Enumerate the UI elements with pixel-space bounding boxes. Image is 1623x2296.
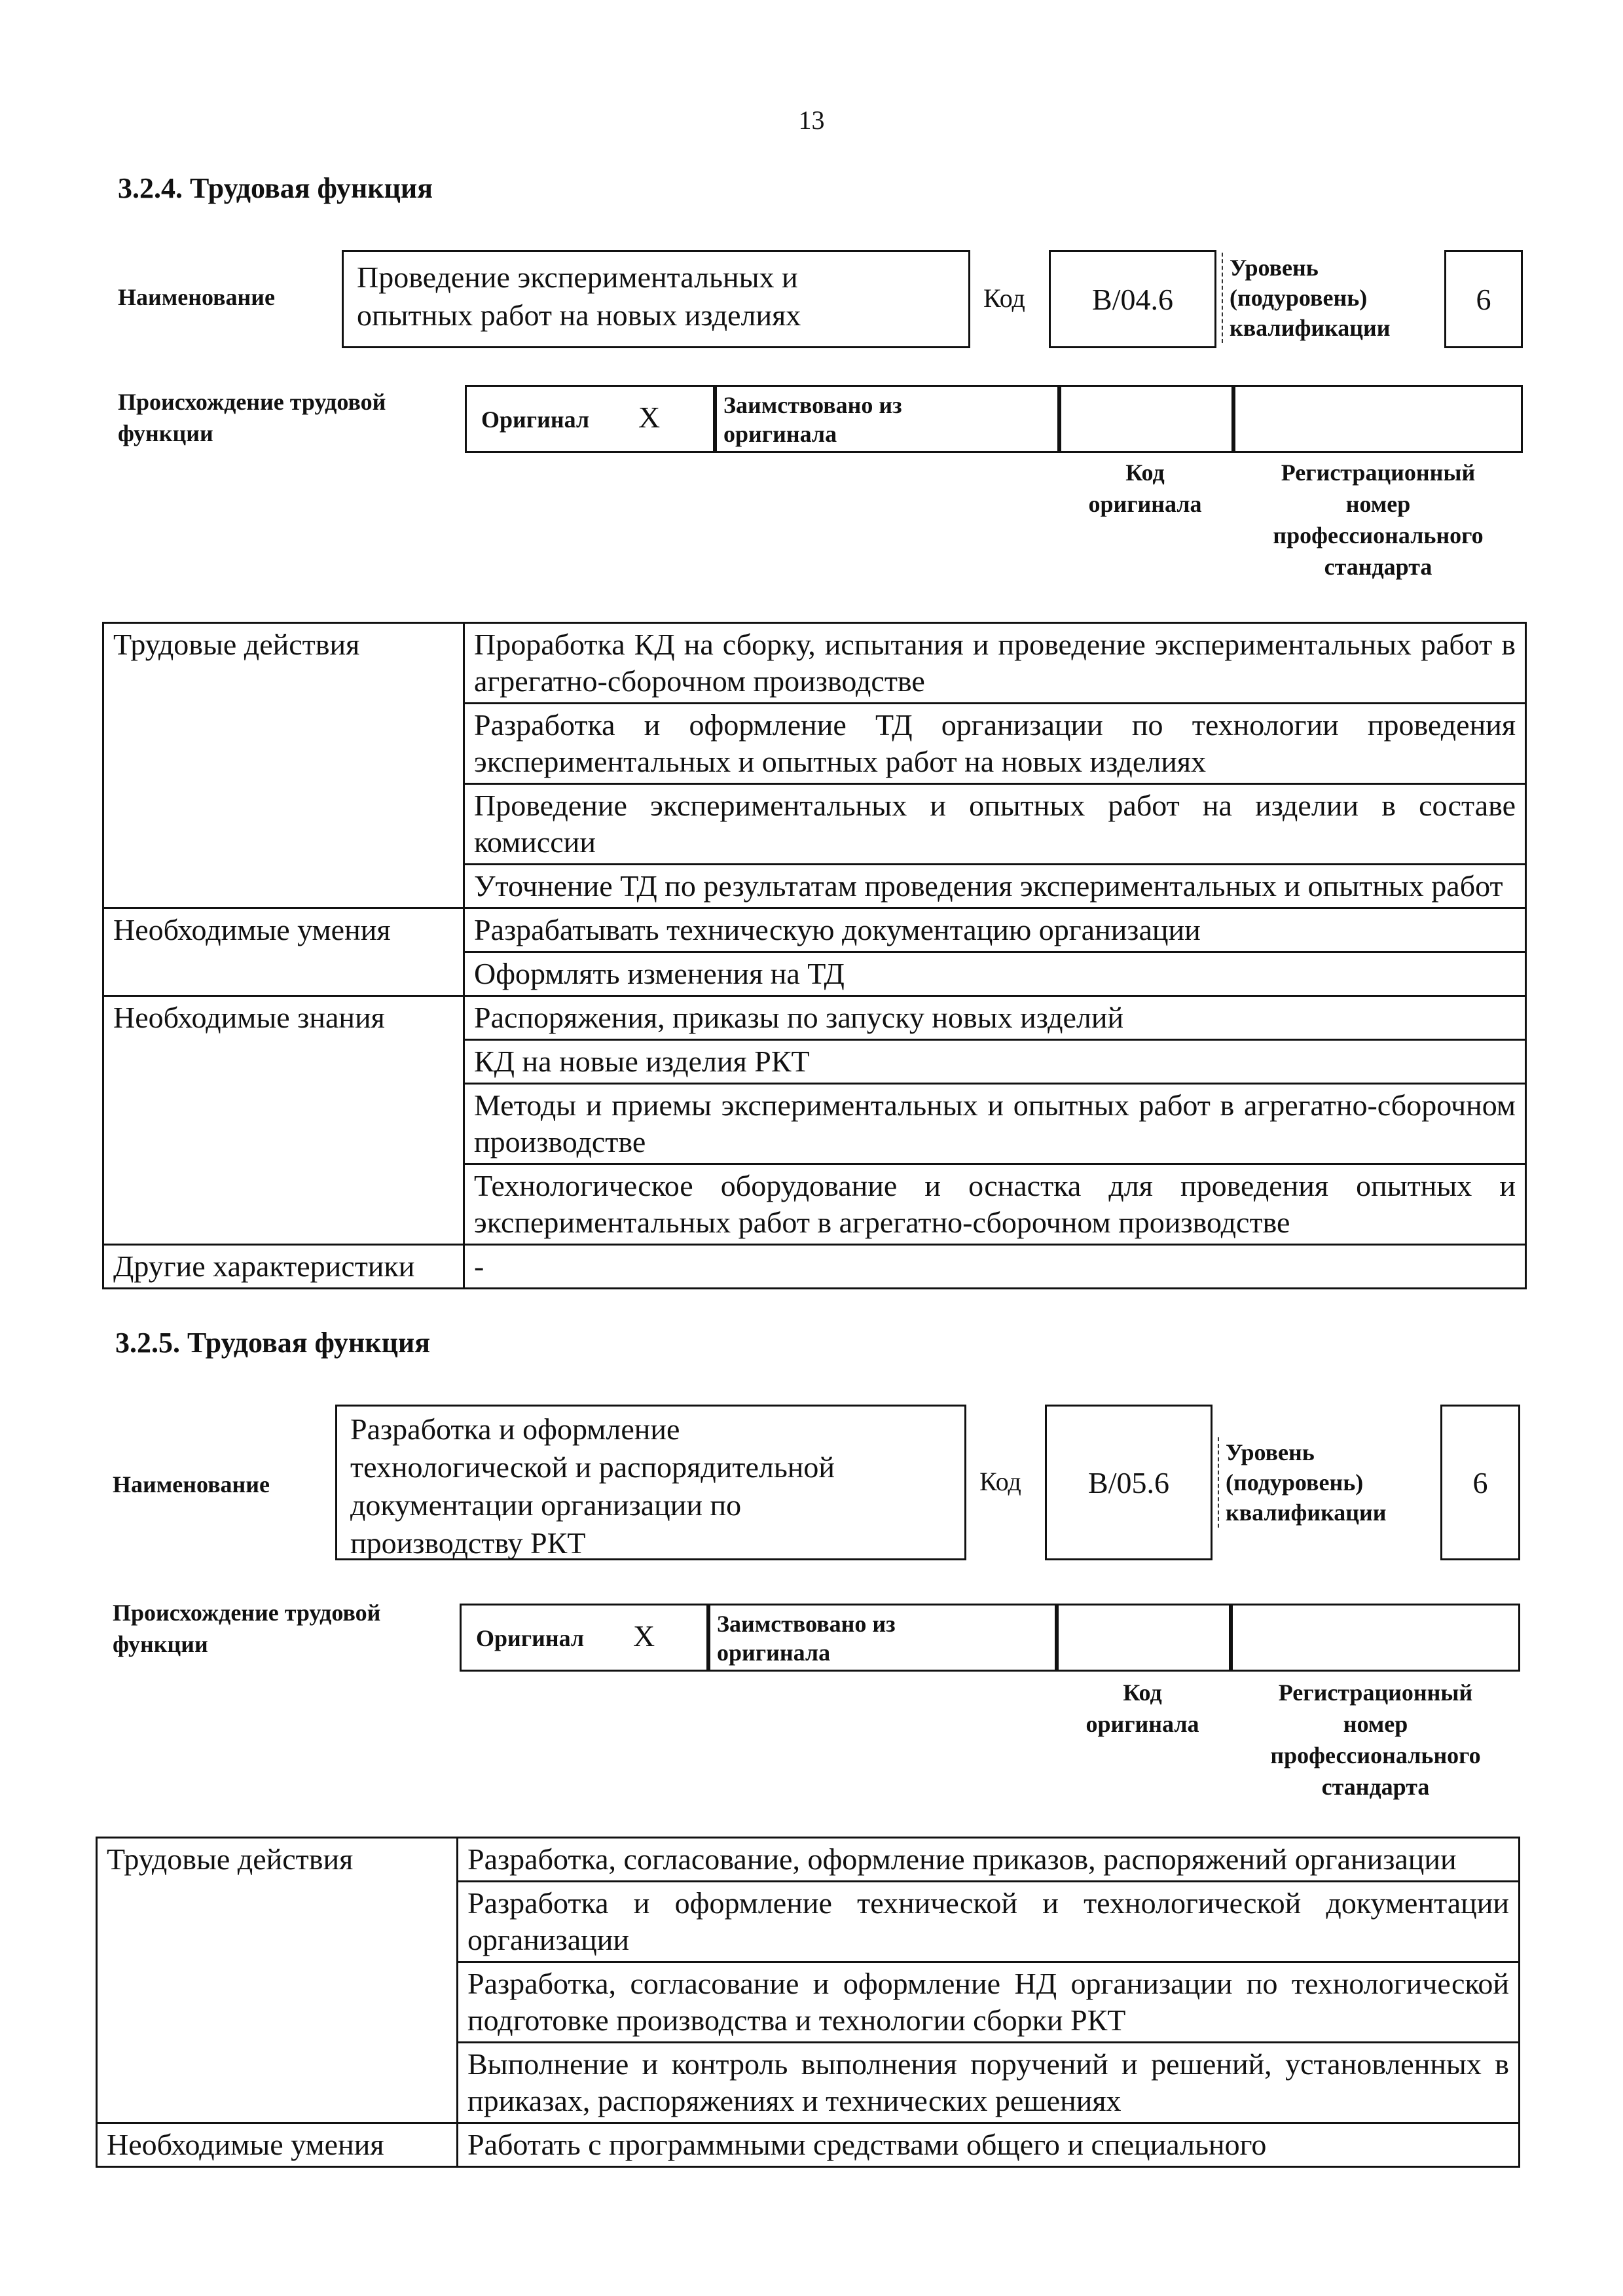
row-text: Выполнение и контроль выполнения поручений и решений, установленных в приказах, распоряжениях и технических решениях <box>458 2043 1520 2123</box>
row-text: - <box>464 1245 1526 1289</box>
row-text: Распоряжения, приказы по запуску новых изделий <box>464 996 1526 1040</box>
borrowed-label <box>710 1605 1055 1671</box>
reg-number-caption-325 <box>1231 1677 1520 1803</box>
section-title-324: 3.2.4. Трудовая функция <box>118 172 433 204</box>
code-box-325 <box>1045 1405 1213 1560</box>
origin-label-line: функции <box>113 1631 208 1657</box>
row-text: Технологическое оборудование и оснастка для проведения опытных и экспериментальных работ в агрегатно-сборочном производстве <box>464 1164 1526 1245</box>
row-text: Уточнение ТД по результатам проведения экспериментальных и опытных работ <box>464 865 1526 908</box>
origin-label-line: Происхождение трудовой <box>113 1600 381 1626</box>
row-text: Разрабатывать техническую документацию организации <box>464 908 1526 952</box>
caption-line: оригинала <box>1088 491 1202 517</box>
function-code: B/05.6 <box>1088 1465 1169 1499</box>
origin-row-324 <box>465 385 1523 453</box>
caption-line: номер <box>1343 1711 1408 1737</box>
caption-line: Регистрационный <box>1278 1679 1473 1706</box>
level-label-line: (подуровень) <box>1230 285 1368 311</box>
caption-line: Код <box>1123 1679 1162 1706</box>
origin-code-caption-325 <box>1055 1677 1230 1740</box>
row-label: Необходимые умения <box>97 2123 458 2167</box>
row-text: Разработка и оформление технической и технологической документации организации <box>458 1882 1520 1962</box>
origin-label-324 <box>118 386 386 449</box>
caption-line: стандарта <box>1324 554 1432 580</box>
caption-line: профессионального <box>1273 522 1484 548</box>
borrowed-cell <box>715 385 1059 453</box>
row-text: КД на новые изделия РКТ <box>464 1040 1526 1084</box>
row-text: Разработка, согласование и оформление НД организации по технологической подготовке производства и технологии сборки РКТ <box>458 1962 1520 2043</box>
caption-line: Регистрационный <box>1281 459 1476 486</box>
function-name-line: опытных работ на новых изделиях <box>357 298 801 332</box>
table-row <box>103 996 1526 1040</box>
borrowed-label-line: оригинала <box>723 421 837 447</box>
caption-line: номер <box>1345 491 1411 517</box>
level-box-325 <box>1440 1405 1520 1560</box>
origin-code-cell <box>1059 385 1233 453</box>
row-label: Трудовые действия <box>97 1838 458 2123</box>
caption-line: стандарта <box>1321 1774 1430 1800</box>
level-label-325 <box>1218 1437 1387 1528</box>
function-name-line: Проведение экспериментальных и <box>357 260 798 294</box>
row-text: Разработка и оформление ТД организации по технологии проведения экспериментальных и опытных работ на новых изделиях <box>464 704 1526 784</box>
reg-number-cell <box>1231 1604 1520 1672</box>
original-cell <box>460 1604 708 1672</box>
function-name-line: документации организации по <box>350 1488 742 1522</box>
row-text: Проведение экспериментальных и опытных работ на изделии в составе комиссии <box>464 784 1526 865</box>
function-name-box-324 <box>342 250 970 348</box>
origin-row-325 <box>460 1604 1520 1672</box>
table-row <box>103 1245 1526 1289</box>
function-code: B/04.6 <box>1092 282 1173 316</box>
row-label: Другие характеристики <box>103 1245 464 1289</box>
row-text: Разработка, согласование, оформление приказов, распоряжений организации <box>458 1838 1520 1882</box>
original-label: Оригинал <box>476 1625 585 1651</box>
reg-number-caption-324 <box>1233 457 1523 583</box>
level-label-line: Уровень <box>1226 1439 1315 1465</box>
origin-code-caption-324 <box>1058 457 1232 520</box>
name-label-325: Наименование <box>113 1471 270 1498</box>
caption-line: Код <box>1125 459 1165 486</box>
level-label-line: Уровень <box>1230 255 1319 281</box>
table-row <box>97 1838 1520 1882</box>
caption-line: оригинала <box>1085 1711 1199 1737</box>
row-text: Методы и приемы экспериментальных и опытных работ в агрегатно-сборочном производстве <box>464 1084 1526 1164</box>
origin-code-cell <box>1057 1604 1231 1672</box>
original-mark: X <box>638 401 661 434</box>
row-label: Трудовые действия <box>103 623 464 908</box>
function-name-line: Разработка и оформление <box>350 1412 680 1446</box>
function-name-line: технологической и распорядительной <box>350 1450 835 1484</box>
level-label-line: квалификации <box>1226 1499 1387 1526</box>
borrowed-label-line: Заимствовано из <box>723 392 902 418</box>
function-name-box-325 <box>335 1405 966 1560</box>
level-label-324 <box>1222 253 1391 343</box>
original-cell <box>465 385 715 453</box>
function-table-324 <box>102 622 1527 1289</box>
row-text: Работать с программными средствами общего и специального <box>458 2123 1520 2167</box>
origin-label-325 <box>113 1597 380 1660</box>
borrowed-label-line: Заимствовано из <box>717 1611 896 1637</box>
borrowed-label <box>717 387 1057 452</box>
function-table-325 <box>96 1837 1520 2168</box>
row-label: Необходимые умения <box>103 908 464 996</box>
table-row <box>103 623 1526 704</box>
code-label-324: Код <box>983 283 1025 313</box>
name-label-324: Наименование <box>118 284 275 310</box>
table-row <box>97 2123 1520 2167</box>
original-label: Оригинал <box>481 406 590 433</box>
table-row <box>103 908 1526 952</box>
level-label-line: (подуровень) <box>1226 1469 1364 1496</box>
code-box-324 <box>1049 250 1216 348</box>
code-label-325: Код <box>979 1467 1021 1496</box>
row-text: Оформлять изменения на ТД <box>464 952 1526 996</box>
section-title-325: 3.2.5. Трудовая функция <box>115 1327 431 1359</box>
page-number: 13 <box>798 105 825 135</box>
reg-number-cell <box>1233 385 1523 453</box>
borrowed-cell <box>708 1604 1057 1672</box>
original-mark: X <box>633 1619 655 1653</box>
origin-label-line: функции <box>118 420 213 446</box>
level-label-line: квалификации <box>1230 315 1391 341</box>
qualification-level: 6 <box>1476 282 1491 316</box>
caption-line: профессионального <box>1270 1742 1481 1768</box>
row-label: Необходимые знания <box>103 996 464 1245</box>
qualification-level: 6 <box>1472 1465 1488 1499</box>
level-box-324 <box>1444 250 1523 348</box>
row-text: Проработка КД на сборку, испытания и проведение экспериментальных работ в агрегатно-сборочном производстве <box>464 623 1526 704</box>
borrowed-label-line: оригинала <box>717 1640 831 1666</box>
origin-label-line: Происхождение трудовой <box>118 389 386 415</box>
function-name-line: производству РКТ <box>350 1526 586 1560</box>
